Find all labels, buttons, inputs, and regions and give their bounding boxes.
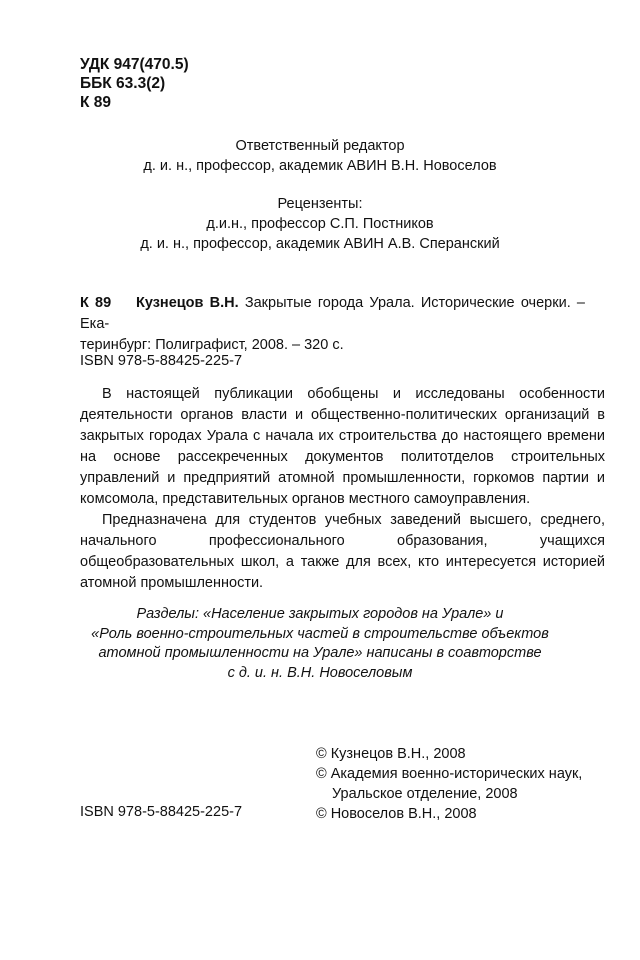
editor-block (70, 136, 570, 176)
reviewers-heading: Рецензенты: (277, 196, 363, 212)
note-line: Разделы: «Население закрытых городов на Урале» и (136, 606, 504, 622)
classification-codes (80, 55, 189, 112)
editor-heading: Ответственный редактор (235, 138, 405, 154)
bibliographic-entry (80, 293, 585, 356)
copyright-block (316, 744, 582, 824)
copyright-academy-branch: Уральское отделение, 2008 (332, 786, 518, 802)
coauthor-note (60, 605, 580, 683)
annotation-paragraph-1: В настоящей публикации обобщены и исследованы особенности деятельности органов власти и общественно-политических организаций в закрытых городах Урала с начала их строительства до настоящего времени на основе рассекреченных документов политотделов строительных управлений и предприятий атомной промышленности, горкомов партии и комсомола, представительных органов местного самоуправления. (80, 386, 606, 507)
note-line: с д. и. н. В.Н. Новоселовым (227, 664, 413, 681)
entry-code: К 89 (80, 295, 112, 311)
author-mark: К 89 (80, 94, 112, 111)
note-line: атомной промышленности на Урале» написаны в соавторстве (98, 645, 542, 661)
isbn-bottom: ISBN 978-5-88425-225-7 (80, 804, 243, 820)
copyright-author: © Кузнецов В.Н., 2008 (316, 746, 466, 762)
isbn-top: ISBN 978-5-88425-225-7 (80, 353, 243, 369)
udk-code: УДК 947(470.5) (80, 56, 189, 73)
bbk-code: ББК 63.3(2) (80, 75, 166, 92)
editor-name: д. и. н., профессор, академик АВИН В.Н. Новоселов (143, 158, 497, 174)
annotation-paragraph-2: Предназначена для студентов учебных заведений высшего, среднего, начального профессионального образования, учащихся общеобразовательных школ, а также для всех, кто интересуется историей атомной промышленности. (80, 512, 605, 591)
reviewer-item: д. и. н., профессор, академик АВИН А.В. Сперанский (140, 236, 500, 252)
reviewer-item: д.и.н., профессор С.П. Постников (206, 216, 434, 232)
annotation (80, 384, 605, 594)
copyright-coauthor: © Новоселов В.Н., 2008 (316, 806, 477, 822)
copyright-academy: © Академия военно-исторических наук, (316, 766, 583, 782)
note-line: «Роль военно-строительных частей в строительстве объектов (91, 625, 549, 642)
reviewers-block (70, 194, 570, 254)
entry-imprint: теринбург: Полиграфист, 2008. – 320 с. (80, 337, 344, 353)
entry-author: Кузнецов В.Н. (136, 295, 239, 311)
entry-title: Закрытые города Урала. Исторические очерки. – Ека- (80, 295, 585, 332)
